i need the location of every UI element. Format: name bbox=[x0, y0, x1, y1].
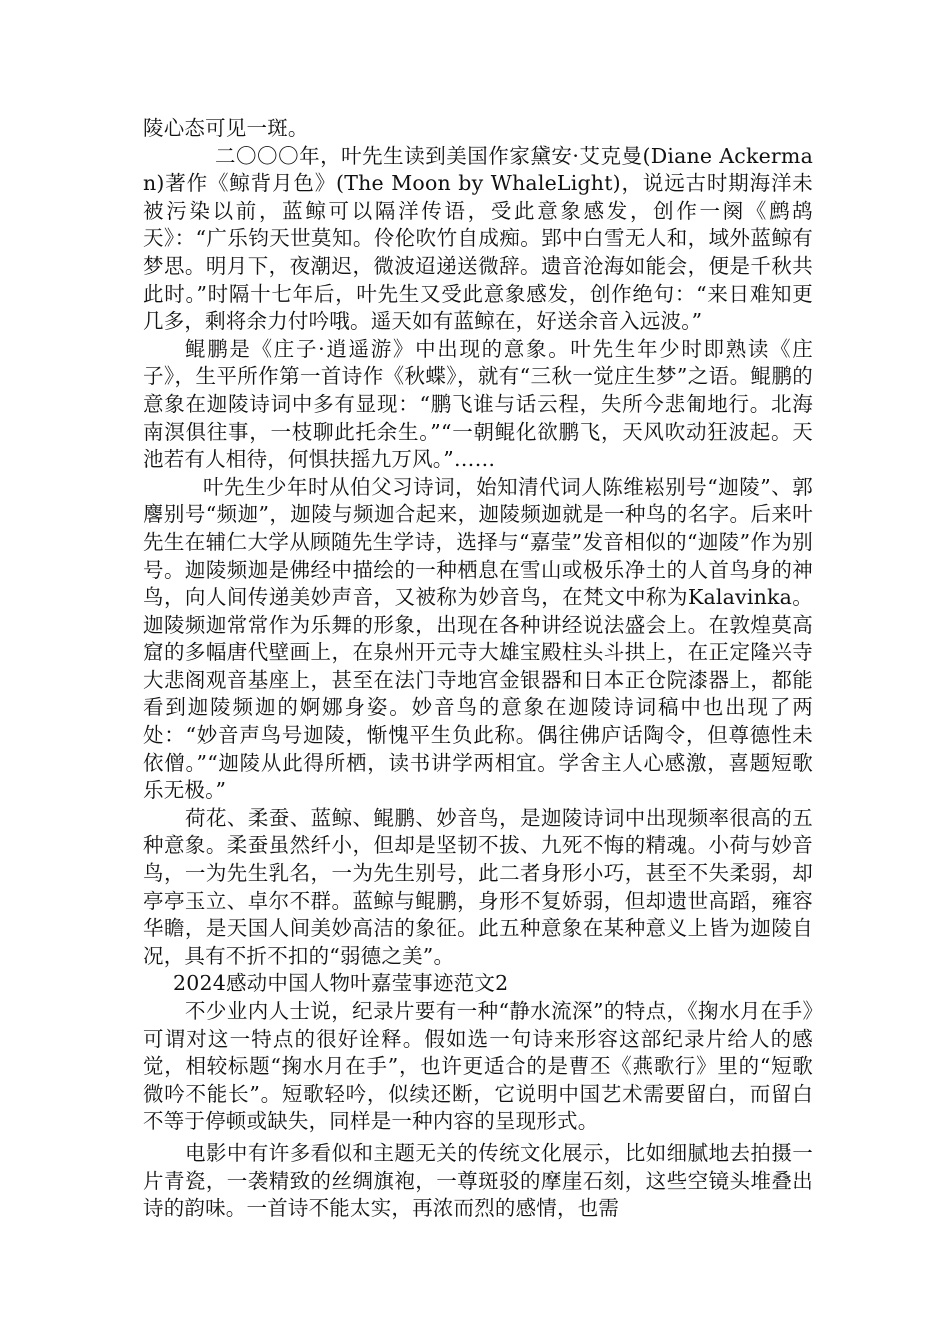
paragraph-kalavinka: 叶先生少年时从伯父习诗词，始知清代词人陈维崧别号“迦陵”、郭麐别号“频迦”，迦陵与频迦合起来，迦陵频迦就是一种鸟的名字。后来叶先生在辅仁大学从顾随先生学诗，选择与“嘉莹”发音相似的“迦陵”作为别号。迦陵频迦是佛经中描绘的一种栖息在雪山或极乐净土的人首鸟身的神鸟，向人间传递美妙声音，又被称为妙音鸟，在梵文中称为Kalavinka。迦陵频迦常常作为乐舞的形象，出现在各种讲经说法盛会上。在敦煌莫高窟的多幅唐代壁画上，在泉州开元寺大雄宝殿柱头斗拱上，在正定隆兴寺大悲阁观音基座上，甚至在法门寺地宫金银器和日本正仓院漆器上，都能看到迦陵频迦的婀娜身姿。妙音鸟的意象在迦陵诗词稿中也出现了两处：“妙音声鸟号迦陵，惭愧平生负此称。偶往佛庐话陶令，但尊德性未依僧。”“迦陵从此得所栖，读书讲学两相宜。学舍主人心感激，喜题短歌乐无极。” bbox=[143, 474, 813, 803]
document-body bbox=[143, 115, 813, 1223]
paragraph-documentary: 不少业内人士说，纪录片要有一种“静水流深”的特点，《掬水月在手》可谓对这一特点的很好诠释。假如选一句诗来形容这部纪录片给人的感觉，相较标题“掬水月在手”，也许更适合的是曹丕《燕歌行》里的“短歌微吟不能长”。短歌轻吟，似续还断，它说明中国艺术需要留白，而留白不等于停顿或缺失，同样是一种内容的呈现形式。 bbox=[143, 999, 813, 1134]
paragraph-blue-whale: 二〇〇〇年，叶先生读到美国作家黛安·艾克曼(Diane Ackerman)著作《鲸背月色》(The Moon by WhaleLight)，说远古时期海洋未被污染以前，蓝鲸可以隔洋传语，受此意象感发，创作一阕《鹧鸪天》：“广乐钧天世莫知。伶伦吹竹自成痴。郢中白雪无人和，域外蓝鲸有梦思。明月下，夜潮迟，微波迢递送微辞。遗音沧海如能会，便是千秋共此时。”时隔十七年后，叶先生又受此意象感发，创作绝句：“来日难知更几多，剩将余力付吟哦。遥天如有蓝鲸在，好送余音入远波。” bbox=[143, 143, 813, 334]
paragraph-film-scenes: 电影中有许多看似和主题无关的传统文化展示，比如细腻地去拍摄一片青瓷，一袭精致的丝绸旗袍，一尊斑驳的摩崖石刻，这些空镜头堆叠出诗的韵味。一首诗不能太实，再浓而烈的感情，也需 bbox=[143, 1140, 813, 1221]
paragraph-kunpeng: 鲲鹏是《庄子·逍遥游》中出现的意象。叶先生年少时即熟读《庄子》，生平所作第一首诗作《秋蝶》，就有“三秋一觉庄生梦”之语。鲲鹏的意象在迦陵诗词中多有显现：“鹏飞谁与话云程，失所今悲匍地行。北海南溟俱往事，一枝聊此托余生。”“一朝鲲化欲鹏飞，天风吹动狂波起。天池若有人相待，何惧扶摇九万风。”…… bbox=[143, 336, 813, 472]
section-heading: 2024感动中国人物叶嘉莹事迹范文2 bbox=[173, 971, 509, 996]
paragraph-five-images: 荷花、柔蚕、蓝鲸、鲲鹏、妙音鸟，是迦陵诗词中出现频率很高的五种意象。柔蚕虽然纤小，但却是坚韧不拔、九死不悔的精魂。小荷与妙音鸟，一为先生乳名，一为先生别号，此二者身形小巧，甚至不失柔弱，却亭亭玉立、卓尔不群。蓝鲸与鲲鹏，身形不复娇弱，但却遗世高蹈，雍容华瞻，是天国人间美妙高洁的象征。此五种意象在某种意义上皆为迦陵自况，具有不折不扣的“弱德之美”。 bbox=[143, 805, 813, 968]
paragraph-continuation: 陵心态可见一斑。 bbox=[143, 116, 309, 140]
